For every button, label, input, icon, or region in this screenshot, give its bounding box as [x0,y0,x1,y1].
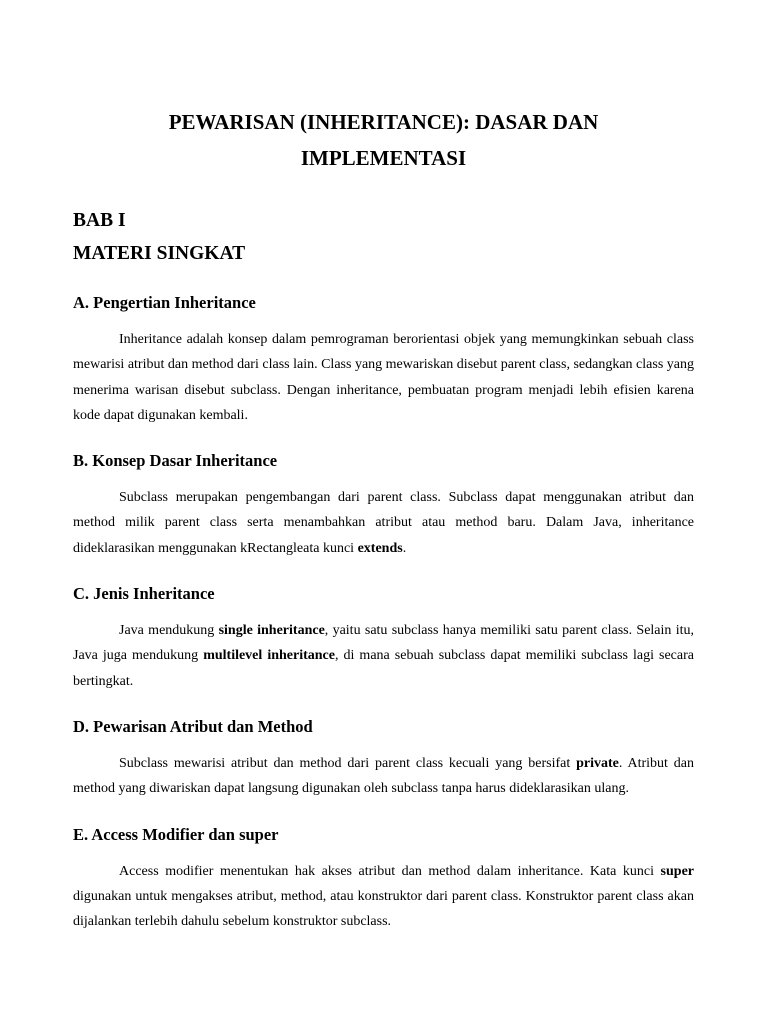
document-title-line-2: IMPLEMENTASI [300,146,467,170]
text-run: Subclass merupakan pengembangan dari parent class. Subclass dapat menggunakan atribut dan method milik parent class serta menambahkan atribut atau method baru. Dalam Java, inheritance dideklarasikan menggunakan kRectangleata kunci [73,490,694,556]
section-paragraph [73,485,694,561]
section-heading: B. Konsep Dasar Inheritance [73,451,278,471]
sections-container [73,292,694,934]
chapter-title: MATERI SINGKAT [73,243,246,264]
bold-term: private [576,755,619,771]
section-heading: E. Access Modifier dan super [73,824,279,844]
section-paragraph [73,618,694,694]
text-run: , di mana sebuah subclass dapat memiliki subclass lagi secara bertingkat. [73,648,694,689]
bold-term: extends [357,540,403,556]
section-heading: A. Pengertian Inheritance [73,293,256,312]
bold-term: single inheritance [218,623,325,639]
section-paragraph [73,751,694,802]
text-run: . Atribut dan method yang diwariskan dapat langsung digunakan oleh subclass tanpa harus dideklarasikan ulang. [73,755,694,797]
section [73,450,694,561]
document-title [73,104,694,176]
text-run: Subclass mewarisi atribut dan method dari parent class kecuali yang bersifat [119,755,577,771]
text-run: digunakan untuk mengakses atribut, method, atau konstruktor dari parent class. Konstruktor parent class akan dijalankan terlebih dahulu sebelum konstruktor subclass. [73,888,694,930]
text-run: Java mendukung [119,623,219,639]
text-run: Inheritance adalah konsep dalam pemrograman berorientasi objek yang memungkinkan sebuah class mewarisi atribut dan method dari class lain. Class yang mewariskan disebut parent class, sedangkan class yang menerima warisan disebut subclass. Dengan inheritance, pembuatan program menjadi lebih efisien karena kode dapat digunakan kembali. [73,332,694,423]
bold-term: super [660,863,694,879]
text-run: , yaitu satu subclass hanya memiliki satu parent class. Selain itu, Java juga mendukung [73,623,694,664]
section-heading: D. Pewarisan Atribut dan Method [73,716,313,736]
section-paragraph [73,859,694,935]
bold-term: multilevel inheritance [203,648,335,664]
document-title-line-1: PEWARISAN (INHERITANCE): DASAR DAN [168,110,599,134]
chapter-heading [73,204,694,270]
chapter-label: BAB I [73,210,126,231]
section [73,583,694,694]
section [73,716,694,802]
text-run: . [402,540,407,556]
section [73,824,694,935]
section-heading: C. Jenis Inheritance [73,584,215,604]
section-paragraph [73,327,694,428]
section [73,292,694,428]
text-run: Access modifier menentukan hak akses atribut dan method dalam inheritance. Kata kunci [119,863,661,879]
document-page [73,104,694,934]
